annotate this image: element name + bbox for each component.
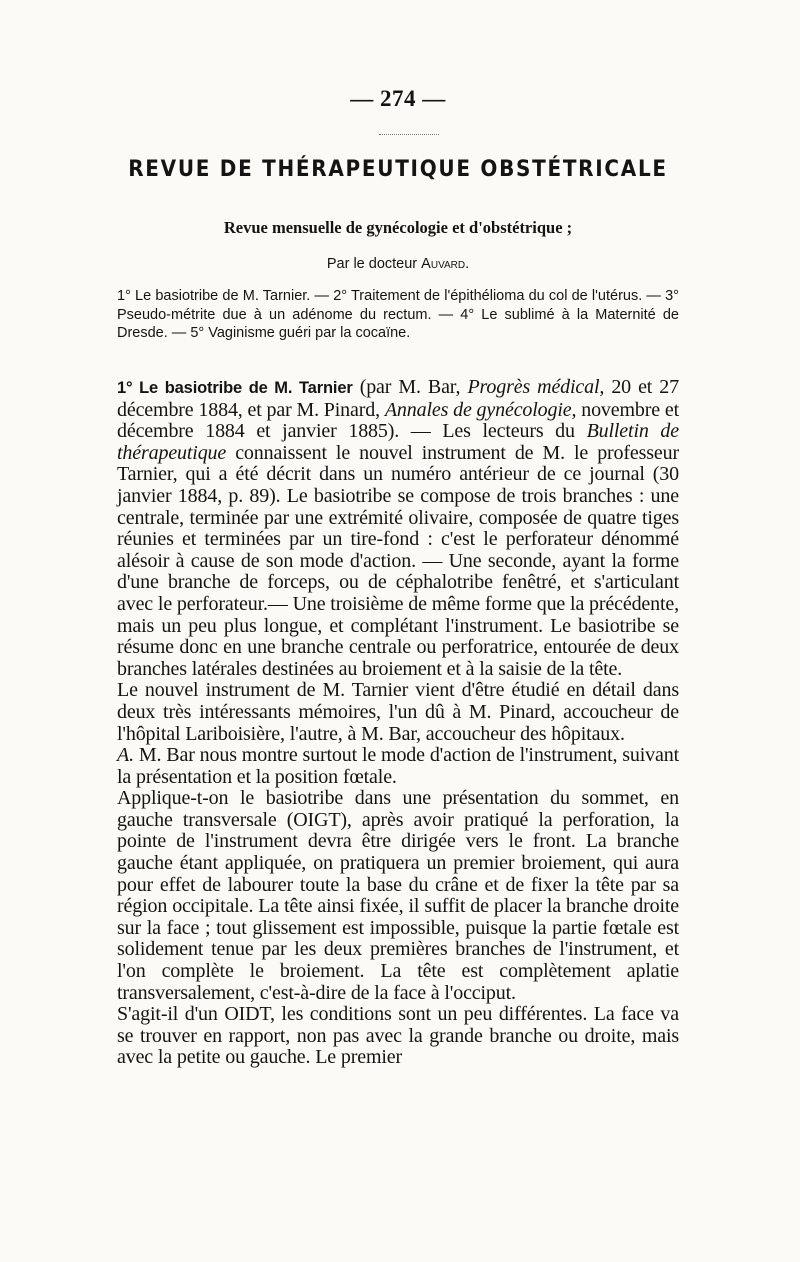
paragraph-3 [117,745,679,788]
paragraph-2: Le nouvel instrument de M. Tarnier vient d'être étudié en détail dans deux très intéressants mémoires, l'un dû à M. Pinard, accoucheur de l'hôpital Lariboisière, l'autre, à M. Bar, accoucheur des hôpitaux. [117,679,679,745]
article-lead: 1° Le basiotribe de M. Tarnier [117,379,353,397]
paragraph-1 [117,377,679,680]
p3-marker: A. [117,744,134,767]
page-number: — 274 — [350,86,446,111]
section-title: REVUE DE THÉRAPEUTIQUE OBSTÉTRICALE [128,154,668,182]
p1-text-e: novembre et décembre 1884 et janvier 1885). — Les lecteurs du [117,398,679,443]
paragraph-4: Applique-t-on le basiotribe dans une présentation du sommet, en gauche transversale (OIGT), après avoir pratiqué la perforation, la pointe de l'instrument devra être dirigée vers le front. La branche gauche étant appliquée, on pratiquera un premier broiement, qui aura pour effet de labourer toute la base du crâne et de fixer la tête par sa région occipitale. La tête ainsi fixée, il suffit de placer la branche droite sur la face ; tout glissement est impossible, puisque la partie fœtale est solidement tenue par les deux premières branches de l'instrument, et l'on complète le broiement. La tête est complètement aplatie transversalement, c'est-à-dire de la face à l'occiput. [117,787,679,1004]
p1-text-c: 20 et 27 décembre 1884, et par M. Pinard, [117,376,679,421]
p1-text-g: connaissent le nouvel instrument de M. le professeur Tarnier, qui a été décrit dans un numéro antérieur de ce journal (30 janvier 1884, p. 89). Le basiotribe se compose de trois branches : une centrale, terminée par une extrémité olivaire, composée de quatre tiges réunies et terminées par un tire-fond : c'est le perforateur dénommé alésoir à cause de son mode d'action. — Une seconde, ayant la forme d'une branche de forceps, ou de céphalotribe fenêtré, et s'articulant avec le perforateur.— Une troisième de même forme que la précédente, mais un peu plus longue, et complétant l'instrument. Le basiotribe se résume donc en une branche centrale ou perforatrice, entourée de deux branches latérales destinées au broiement et à la saisie de la tête. [117,441,679,680]
p1-citation-progres: Progrès médical, [467,376,605,398]
separator-rule [379,134,439,135]
author-line [117,256,679,272]
summary-list: 1° Le basiotribe de M. Tarnier. — 2° Traitement de l'épithélioma du col de l'utérus. — 3° Pseudo-métrite due à un adénome du rectum. — 4° Le sublimé à la Maternité de Dresde. — 5° Vaginisme guéri par la cocaïne. [117,288,679,341]
p3-text: M. Bar nous montre surtout le mode d'action de l'instrument, suivant la présentation et la position fœtale. [117,744,679,788]
paragraph-5: S'agit-il d'un OIDT, les conditions sont un peu différentes. La face va se trouver en rapport, non pas avec la grande branche ou droite, mais avec la petite ou gauche. Le premier [117,1003,679,1069]
author-prefix: Par le docteur [326,256,418,272]
p1-text-a: (par M. Bar, [352,376,468,398]
section-subtitle: Revue mensuelle de gynécologie et d'obstétrique ; [223,218,573,237]
author-name: Auvard. [421,256,470,272]
article-body [117,377,679,1069]
p1-citation-bulletin: Bulletin de thérapeutique [117,420,679,464]
p1-citation-annales: Annales de gynécologie, [384,398,577,421]
